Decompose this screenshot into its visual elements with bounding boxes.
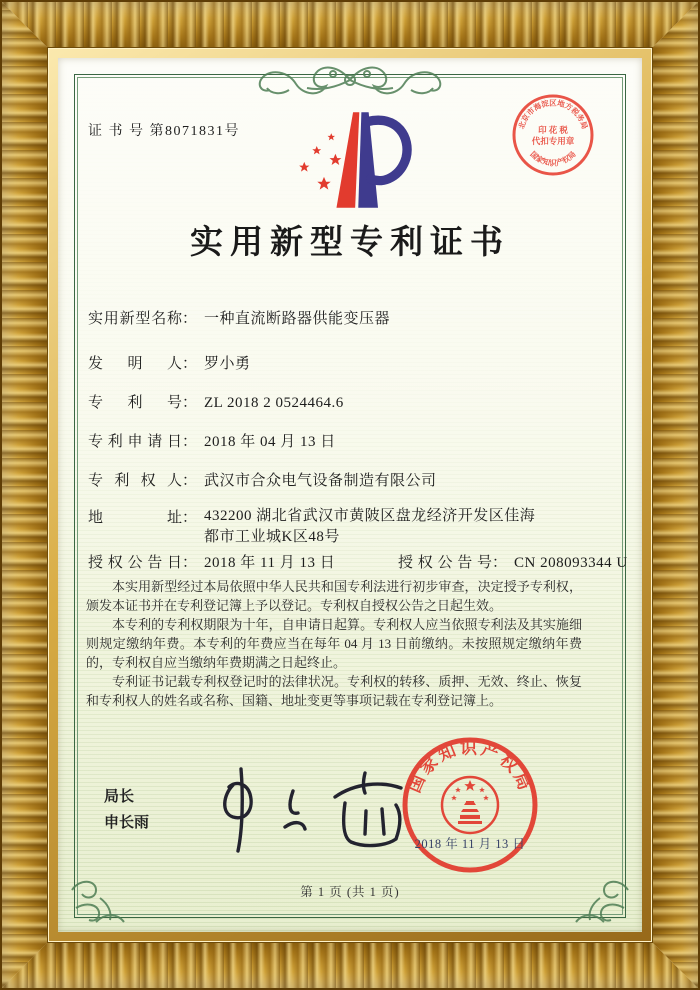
page-footer: 第 1 页 (共 1 页)	[300, 885, 400, 899]
field-value: 武汉市合众电气设备制造有限公司	[204, 473, 437, 489]
body-paragraph-3: 专利证书记载专利权登记时的法律状况。专利权的转移、质押、无效、终止、恢复和专利权人的姓名或名称、国籍、地址变更等事项记载在专利登记簿上。	[86, 674, 582, 708]
director-name: 申长雨	[104, 814, 150, 831]
svg-text:国家知识产权局	[528, 149, 578, 168]
field-colon: ：	[182, 555, 198, 571]
certificate-title: 实用新型专利证书	[190, 225, 510, 261]
gold-frame-left	[0, 0, 52, 990]
field-row-patentee	[88, 469, 622, 490]
field-row-patent-number	[88, 391, 622, 412]
field-row-grant	[88, 551, 628, 572]
field-label: 实用新型名称	[88, 311, 182, 327]
field-value: 2018 年 04 月 13 日	[204, 434, 336, 450]
certificate-paper	[58, 58, 642, 932]
field-colon: ：	[492, 555, 508, 571]
logo-stars-icon	[299, 133, 341, 189]
logo-blue-bar	[358, 112, 378, 208]
field-label: 专利申请日	[88, 434, 182, 450]
gold-frame-bottom	[0, 938, 700, 990]
border-ornament-top-icon	[225, 60, 475, 102]
director-title: 局长	[104, 788, 135, 805]
field-value: 罗小勇	[204, 356, 251, 372]
stamp-ring-bottom: 国家知识产权局	[528, 149, 578, 168]
field-row-address	[88, 506, 622, 548]
field-colon: ：	[182, 434, 198, 450]
field-colon: ：	[182, 395, 198, 411]
national-emblem-icon	[442, 777, 498, 833]
body-paragraph-1: 本实用新型经过本局依照中华人民共和国专利法进行初步审查，决定授予专利权，颁发本证书并在专利登记簿上予以登记。专利权自授权公告之日起生效。	[86, 579, 582, 613]
field-value: ZL 2018 2 0524464.6	[204, 395, 344, 411]
field-label: 专利号	[88, 395, 182, 411]
field-value: 432200 湖北省武汉市黄陂区盘龙经济开发区佳海都市工业城K区48号	[204, 508, 536, 545]
logo-red-wedge	[336, 112, 359, 208]
field-label: 发明人	[88, 356, 182, 372]
field-label: 地址	[88, 510, 182, 526]
field-row-filing-date	[88, 430, 622, 451]
field-value: 2018 年 11 月 13 日	[204, 555, 336, 571]
stamp-line2: 代扣专用章	[531, 136, 575, 146]
field-colon: ：	[182, 510, 198, 526]
seal-ring-text: 国家知识产权局	[404, 738, 536, 796]
seal-date: 2018 年 11 月 13 日	[414, 837, 526, 851]
legal-text-block	[86, 577, 582, 710]
field-value: CN 208093344 U	[514, 555, 628, 571]
field-label: 专利权人	[88, 473, 182, 489]
stamp-ring-top: 北京市海淀区地方税务局	[516, 98, 590, 131]
cnipa-official-seal	[400, 735, 540, 875]
field-grant-number	[398, 551, 628, 572]
stamp-line1: 印 花 税	[538, 125, 568, 135]
certificate-number: 证 书 号 第8071831号	[88, 124, 240, 139]
gold-frame-top	[0, 0, 700, 52]
field-label: 授权公告号	[398, 555, 492, 571]
field-row-inventor	[88, 352, 622, 373]
body-paragraph-2: 本专利的专利权期限为十年，自申请日起算。专利权人应当依照专利法及其实施细则规定缴纳年费。本专利的年费应当在每年 04 月 13 日前缴纳。未按照规定缴纳年费的，专利权自应当缴纳年费期满之日起终止。	[86, 617, 582, 670]
field-label: 授权公告日	[88, 555, 182, 571]
patent-office-logo-icon	[286, 106, 416, 214]
tax-stamp-seal	[511, 93, 595, 177]
director-block	[104, 784, 149, 836]
field-row-name	[88, 307, 622, 328]
field-colon: ：	[182, 311, 198, 327]
field-colon: ：	[182, 473, 198, 489]
field-colon: ：	[182, 356, 198, 372]
gold-frame-right	[648, 0, 700, 990]
field-value: 一种直流断路器供能变压器	[204, 311, 391, 327]
